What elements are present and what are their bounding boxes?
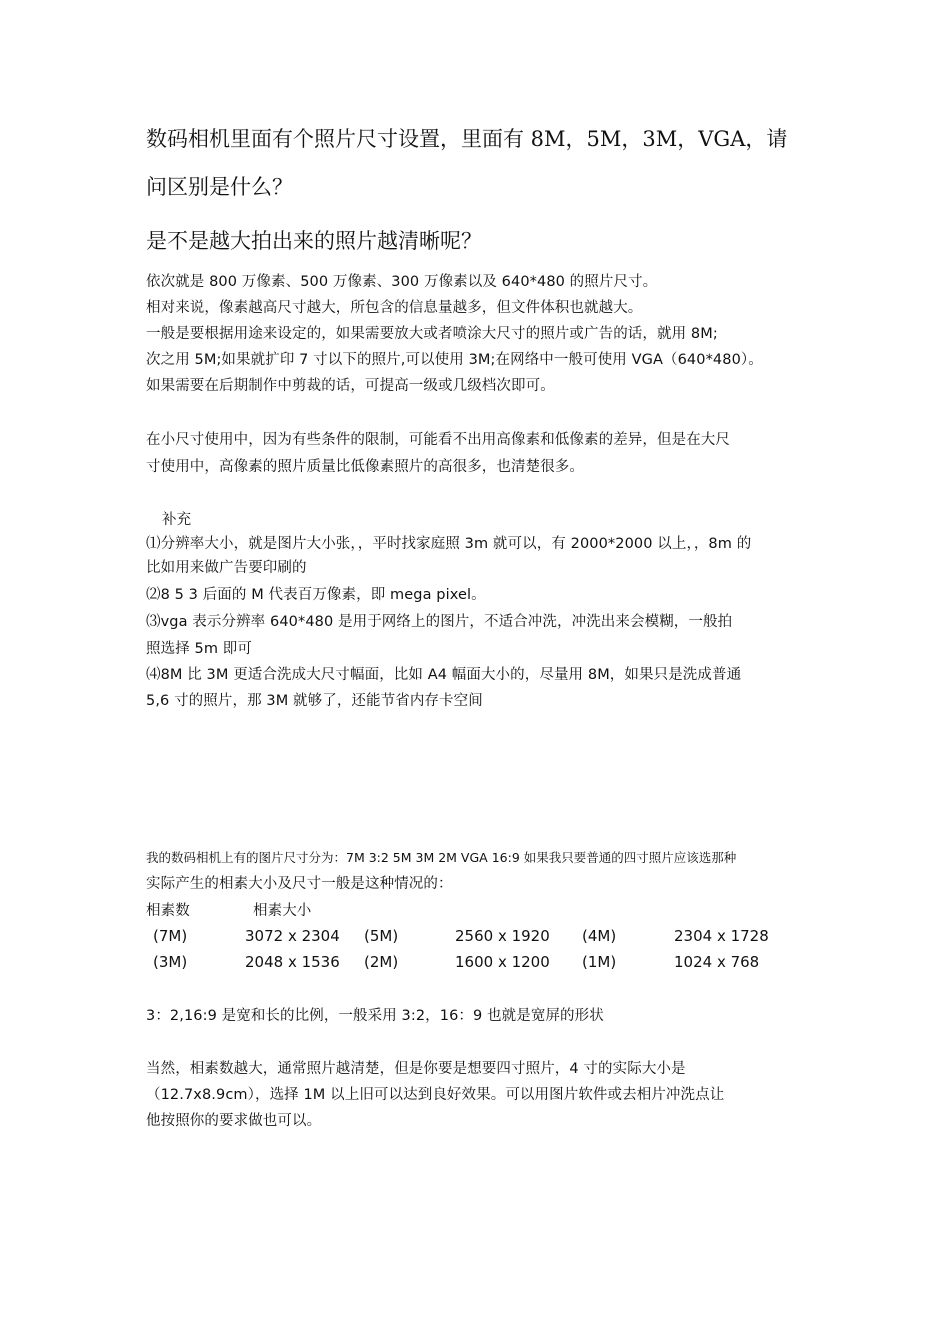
- supplement-item-1-cont: 比如用来做广告要印刷的: [146, 560, 307, 576]
- supplement-item-3: ⑶vga 表示分辨率 640*480 是用于网络上的图片，不适合冲洗，冲洗出来会模糊，一般拍: [146, 614, 733, 630]
- supplement-item-3-cont: 照选择 5m 即可: [146, 641, 252, 657]
- supplement-item-4-cont: 5,6 寸的照片，那 3M 就够了，还能节省内存卡空间: [146, 693, 483, 709]
- ratio-note: 3：2,16:9 是宽和长的比例，一般采用 3:2，16：9 也就是宽屏的形状: [146, 1008, 604, 1024]
- supplement-item-2: ⑵8 5 3 后面的 M 代表百万像素，即 mega pixel。: [146, 587, 486, 603]
- table-cell: (3M): [153, 953, 188, 971]
- table-cell: (5M): [364, 927, 399, 945]
- question-line-1: 数码相机里面有个照片尺寸设置，里面有 8M，5M，3M，VGA，请: [146, 127, 788, 151]
- table-cell: (1M): [582, 953, 617, 971]
- table-cell: (4M): [582, 927, 617, 945]
- second-intro: 我的数码相机上有的图片尺寸分为：7M 3:2 5M 3M 2M VGA 16:9 如果我只要普通的四寸照片应该选那种: [146, 850, 737, 865]
- table-cell: 1600 x 1200: [455, 953, 550, 971]
- final-line-2: （12.7x8.9cm），选择 1M 以上旧可以达到良好效果。可以用图片软件或去相片冲洗点让: [146, 1087, 725, 1103]
- answer2-line-2: 寸使用中，高像素的照片质量比低像素照片的高很多，也清楚很多。: [146, 459, 584, 475]
- supplement-item-1: ⑴分辨率大小，就是图片大小张，，平时找家庭照 3m 就可以，有 2000*2000 以上，，8m 的: [146, 536, 752, 552]
- answer2-line-1: 在小尺寸使用中，因为有些条件的限制，可能看不出用高像素和低像素的差异，但是在大尺: [146, 432, 730, 448]
- answer1-line-4: 次之用 5M;如果就扩印 7 寸以下的照片,可以使用 3M;在网络中一般可使用 VGA（640*480）。: [146, 352, 763, 368]
- table-header-count: 相素数: [146, 903, 190, 919]
- answer1-line-2: 相对来说，像素越高尺寸越大，所包含的信息量越多，但文件体积也就越大。: [146, 300, 643, 316]
- answer1-line-1: 依次就是 800 万像素、500 万像素、300 万像素以及 640*480 的照片尺寸。: [146, 274, 658, 290]
- supplement-item-4: ⑷8M 比 3M 更适合洗成大尺寸幅面，比如 A4 幅面大小的，尽量用 8M，如果只是洗成普通: [146, 667, 742, 683]
- table-cell: 2304 x 1728: [674, 927, 769, 945]
- table-cell: (2M): [364, 953, 399, 971]
- question-line-2: 问区别是什么？: [146, 175, 293, 199]
- table-cell: (7M): [153, 927, 188, 945]
- answer1-line-3: 一般是要根据用途来设定的，如果需要放大或者喷涂大尺寸的照片或广告的话，就用 8M;: [146, 326, 718, 342]
- second-sub: 实际产生的相素大小及尺寸一般是这种情况的：: [146, 876, 453, 892]
- table-cell: 2048 x 1536: [245, 953, 340, 971]
- table-header-size: 相素大小: [253, 903, 312, 919]
- question-line-3: 是不是越大拍出来的照片越清晰呢？: [146, 229, 482, 253]
- final-line-3: 他按照你的要求做也可以。: [146, 1113, 322, 1129]
- table-cell: 2560 x 1920: [455, 927, 550, 945]
- table-cell: 1024 x 768: [674, 953, 760, 971]
- supplement-heading: 补充: [162, 512, 192, 528]
- answer1-line-5: 如果需要在后期制作中剪裁的话，可提高一级或几级档次即可。: [146, 378, 555, 394]
- table-cell: 3072 x 2304: [245, 927, 340, 945]
- final-line-1: 当然，相素数越大，通常照片越清楚，但是你要是想要四寸照片，4 寸的实际大小是: [146, 1061, 686, 1077]
